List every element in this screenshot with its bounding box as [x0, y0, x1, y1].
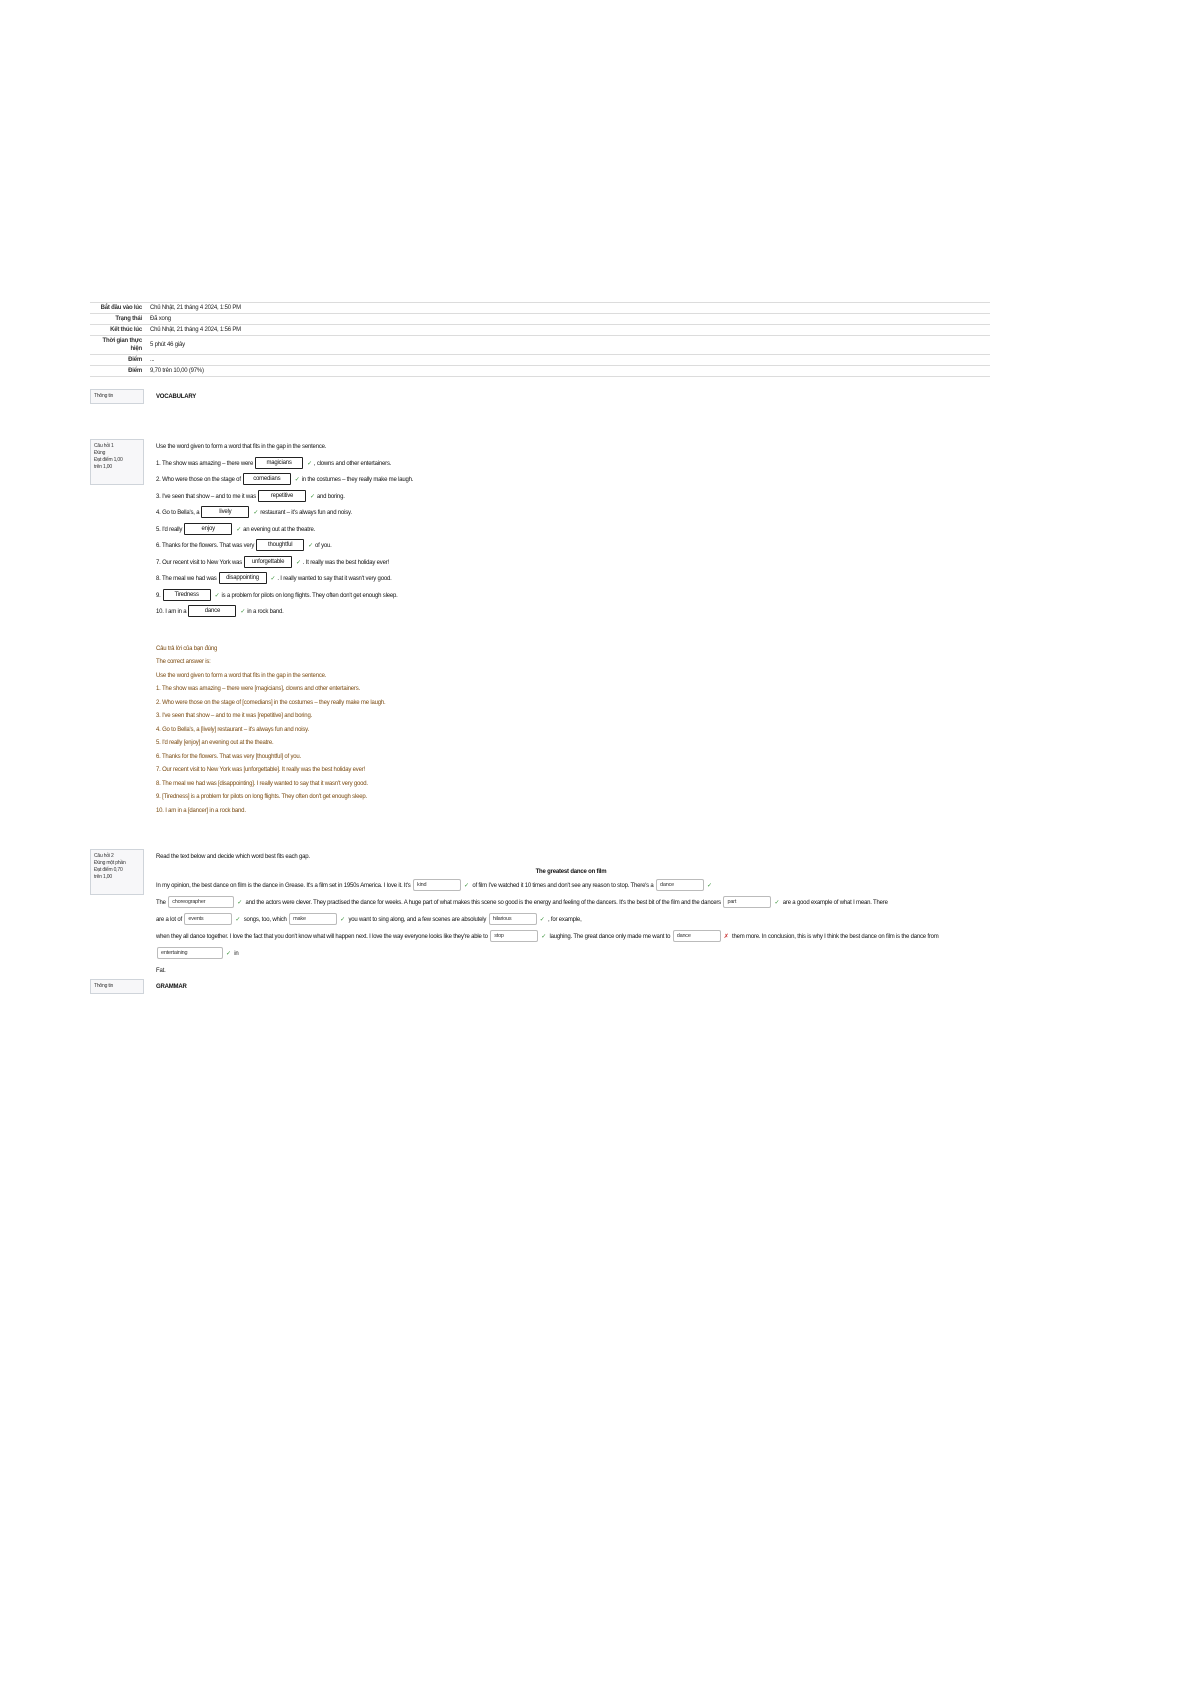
- answer-input[interactable]: thoughtful: [256, 539, 304, 551]
- summary-key: Điểm: [90, 366, 146, 377]
- item-text: of you.: [315, 543, 332, 549]
- feedback-line: Use the word given to form a word that fits in the gap in the sentence.: [156, 672, 327, 679]
- summary-row: [90, 303, 990, 314]
- feedback-line: 5. I'd really [enjoy] an evening out at the theatre.: [156, 740, 274, 746]
- passage-text: songs, too, which: [243, 917, 287, 923]
- passage-line: [156, 929, 986, 963]
- summary-value: Chủ Nhật, 21 tháng 4 2024, 1:56 PM: [146, 325, 990, 336]
- question-instruction: Use the word given to form a word that fits in the gap in the sentence.: [156, 444, 327, 450]
- correct-icon: ✓: [539, 917, 545, 923]
- passage-text: when they all dance together. I love the fact that you don't know what will happen next. I love the way everyone looks like they're able to: [156, 934, 488, 940]
- info-label: Thông tin: [94, 983, 114, 989]
- summary-key: Kết thúc lúc: [90, 325, 146, 336]
- correct-icon: ✓: [270, 576, 276, 582]
- correct-icon: ✓: [296, 559, 301, 566]
- correct-icon: ✓: [294, 477, 300, 483]
- passage-line: Fat.: [156, 968, 166, 974]
- section-vocabulary: [90, 389, 990, 427]
- answer-select[interactable]: kind: [413, 879, 461, 891]
- question-item: [156, 604, 986, 621]
- item-text: 10. I am in a: [156, 609, 187, 615]
- summary-key: Điểm: [90, 355, 146, 366]
- item-text: 4. Go to Bella's, a: [156, 510, 200, 516]
- answer-select[interactable]: events: [184, 913, 232, 925]
- summary-row: [90, 314, 990, 325]
- question-mark: Đạt điểm 0,70: [94, 867, 123, 873]
- correct-icon: ✓: [464, 883, 469, 889]
- item-text: in a rock band.: [247, 609, 284, 615]
- correct-icon: ✓: [308, 543, 313, 549]
- answer-input[interactable]: enjoy: [184, 523, 232, 535]
- answer-select[interactable]: entertaining: [157, 947, 223, 959]
- passage-text: are a lot of: [156, 917, 182, 923]
- summary-row: [90, 366, 990, 377]
- incorrect-icon: ✗: [723, 934, 729, 940]
- answer-select[interactable]: hilarious: [489, 913, 537, 925]
- feedback-line: 1. The show was amazing – there were [magicians], clowns and other entertainers.: [156, 686, 361, 692]
- correct-icon: ✓: [214, 592, 220, 599]
- answer-input[interactable]: disappointing: [219, 572, 267, 584]
- answer-input[interactable]: comedians: [243, 473, 291, 485]
- answer-select[interactable]: dance: [673, 930, 721, 942]
- summary-value: Đã xong: [146, 314, 990, 325]
- correct-icon: ✓: [236, 526, 242, 533]
- correct-icon: ✓: [707, 883, 712, 889]
- feedback-line: 4. Go to Bella's, a [lively] restaurant – it's always fun and noisy.: [156, 726, 309, 733]
- answer-input[interactable]: lively: [201, 506, 249, 518]
- passage-line: [156, 895, 986, 912]
- item-text: 5. I'd really: [156, 526, 183, 533]
- question-item: [156, 505, 986, 522]
- passage-line: [156, 912, 986, 929]
- summary-key: Trạng thái: [90, 314, 146, 325]
- item-text: 7. Our recent visit to New York was: [156, 559, 243, 566]
- quiz-review-page: [90, 302, 990, 1009]
- summary-key: Thời gian thực hiện: [90, 336, 146, 355]
- question-info-box: [90, 439, 144, 485]
- section-heading: VOCABULARY: [156, 394, 197, 400]
- summary-row: [90, 325, 990, 336]
- question-mark-max: trên 1,00: [94, 874, 112, 880]
- question-1: [90, 439, 990, 849]
- summary-key: Bắt đầu vào lúc: [90, 303, 146, 314]
- feedback-line: 2. Who were those on the stage of [comedians] in the costumes – they really make me laugh.: [156, 699, 386, 706]
- answer-input[interactable]: Tiredness: [163, 589, 211, 601]
- passage-text: , for example,: [547, 917, 582, 923]
- item-text: and boring.: [316, 493, 345, 500]
- feedback-line: 6. Thanks for the flowers. That was very [thoughtful] of you.: [156, 753, 301, 760]
- answer-select[interactable]: make: [289, 913, 337, 925]
- item-text: 1. The show was amazing – there were: [156, 460, 254, 467]
- passage-text: you want to sing along, and a few scenes are absolutely: [348, 917, 487, 923]
- item-text: . I really wanted to say that it wasn't very good.: [277, 576, 392, 582]
- passage-line: [156, 878, 986, 895]
- passage-text: in: [234, 951, 239, 957]
- correct-icon: ✓: [340, 917, 345, 923]
- question-feedback: [156, 643, 986, 819]
- question-content: [156, 849, 986, 980]
- correct-icon: ✓: [541, 934, 547, 940]
- question-status: Đúng một phần: [94, 860, 126, 866]
- question-item: [156, 538, 986, 555]
- question-mark-max: trên 1,00: [94, 464, 112, 470]
- question-2: [90, 849, 990, 979]
- section-grammar: [90, 979, 990, 1009]
- question-item: [156, 472, 986, 489]
- feedback-line: 10. I am in a [dancer] in a rock band.: [156, 807, 246, 814]
- summary-value: ...: [146, 355, 990, 366]
- question-item: [156, 571, 986, 588]
- summary-row: [90, 355, 990, 366]
- answer-select[interactable]: choreographer: [168, 896, 234, 908]
- answer-input[interactable]: dance: [188, 605, 236, 617]
- feedback-line: 3. I've seen that show – and to me it was [repetitive] and boring.: [156, 713, 313, 719]
- passage-text: The: [156, 900, 166, 906]
- answer-select[interactable]: stop: [490, 930, 538, 942]
- item-text: , clowns and other entertainers.: [313, 460, 392, 467]
- question-number: Câu hỏi 1: [94, 443, 114, 449]
- item-text: 3. I've seen that show – and to me it was: [156, 493, 257, 500]
- correct-icon: ✓: [226, 951, 231, 957]
- correct-icon: ✓: [237, 900, 243, 906]
- passage-text: In my opinion, the best dance on film is the dance in Grease. It's a film set in 1950s America. I love it. It's: [156, 883, 411, 889]
- question-content: [156, 439, 986, 818]
- item-text: restaurant – it's always fun and noisy.: [260, 510, 352, 516]
- summary-value: 9,70 trên 10,00 (97%): [146, 366, 990, 377]
- info-box: [90, 389, 144, 404]
- answer-input[interactable]: repetitive: [258, 490, 306, 502]
- question-item: [156, 555, 986, 572]
- feedback-line: Câu trả lời của bạn đúng: [156, 645, 218, 652]
- info-box: [90, 979, 144, 994]
- question-instruction: Read the text below and decide which word best fits each gap.: [156, 854, 310, 860]
- feedback-line: 8. The meal we had was [disappointing]. I really wanted to say that it wasn't very good.: [156, 780, 368, 787]
- item-text: . It really was the best holiday ever!: [302, 559, 389, 566]
- feedback-line: 9. [Tiredness] is a problem for pilots on long flights. They often don't get enough sleep.: [156, 794, 367, 800]
- question-item: [156, 522, 986, 539]
- question-mark: Đạt điểm 1,00: [94, 457, 123, 463]
- question-item: [156, 588, 986, 605]
- summary-row: [90, 336, 990, 355]
- correct-icon: ✓: [235, 917, 241, 923]
- item-text: is a problem for pilots on long flights. They often don't get enough sleep.: [221, 592, 398, 599]
- item-text: an evening out at the theatre.: [243, 526, 316, 533]
- item-text: 2. Who were those on the stage of: [156, 477, 241, 483]
- summary-value: 5 phút 46 giây: [146, 336, 990, 355]
- passage-text: of film I've watched it 10 times and don't see any reason to stop. There's a: [472, 883, 654, 889]
- item-text: 8. The meal we had was: [156, 576, 217, 582]
- item-text: 9.: [156, 592, 161, 599]
- answer-input[interactable]: magicians: [255, 457, 303, 469]
- feedback-line: 7. Our recent visit to New York was [unforgettable]. It really was the best holiday ever!: [156, 767, 365, 773]
- question-info-box: [90, 849, 144, 895]
- item-text: in the costumes – they really make me laugh.: [301, 477, 414, 483]
- correct-icon: ✓: [310, 493, 315, 500]
- info-label: Thông tin: [94, 393, 114, 399]
- passage-text: and the actors were clever. They practised the dance for weeks. A huge part of what makes this scene so good is the energy and feeling of the dancers. It's the best bit of the film and the dancers: [245, 900, 721, 906]
- answer-input[interactable]: unforgettable: [244, 556, 292, 568]
- feedback-line: The correct answer is:: [156, 659, 211, 665]
- summary-value: Chủ Nhật, 21 tháng 4 2024, 1:50 PM: [146, 303, 990, 314]
- passage-text: are a good example of what I mean. There: [782, 900, 888, 906]
- correct-icon: ✓: [774, 900, 780, 906]
- item-text: 6. Thanks for the flowers. That was very: [156, 543, 255, 549]
- passage-title: The greatest dance on film: [535, 869, 607, 875]
- question-item: [156, 456, 986, 473]
- correct-icon: ✓: [240, 609, 246, 615]
- question-item: [156, 489, 986, 506]
- passage-text: laughing. The great dance only made me want to: [549, 934, 671, 940]
- passage-text: them more. In conclusion, this is why I think the best dance on film is the dance from: [732, 934, 939, 940]
- question-number: Câu hỏi 2: [94, 853, 114, 859]
- correct-icon: ✓: [253, 510, 259, 516]
- correct-icon: ✓: [307, 460, 312, 467]
- answer-select[interactable]: dance: [656, 879, 704, 891]
- answer-select[interactable]: part: [723, 896, 771, 908]
- question-status: Đúng: [94, 450, 106, 456]
- attempt-summary: [90, 302, 990, 377]
- section-heading: GRAMMAR: [156, 984, 187, 990]
